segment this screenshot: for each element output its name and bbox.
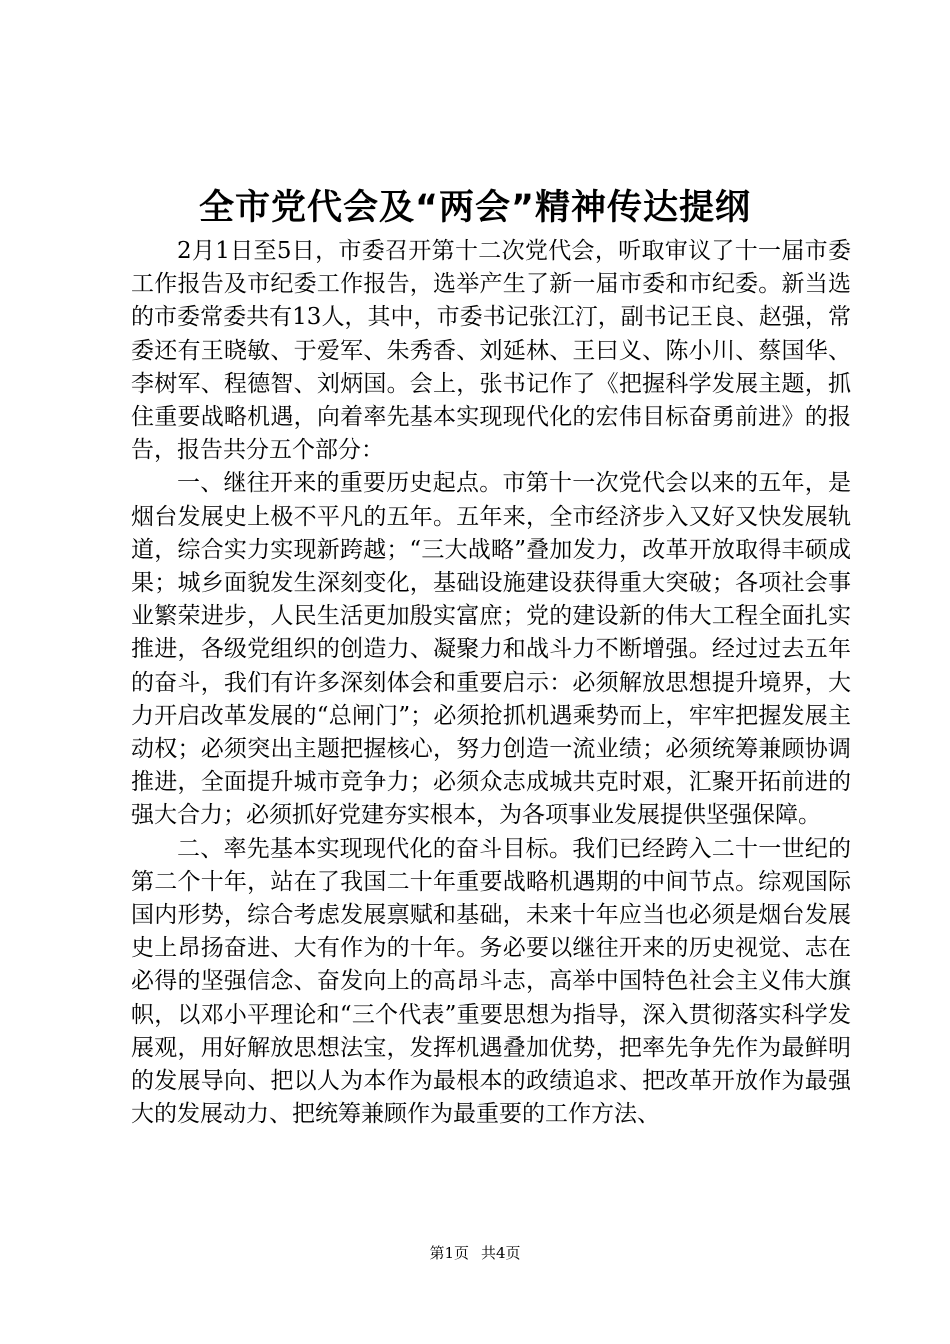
paragraph-section-1: 一、继往开来的重要历史起点。市第十一次党代会以来的五年，是烟台发展史上极不平凡的五年。五年来，全市经济步入又好又快发展轨道，综合实力实现新跨越；“三大战略”叠加发力，改革开放取得丰硕成果；城乡面貌发生深刻变化，基础设施建设获得重大突破；各项社会事业繁荣进步，人民生活更加殷实富庶；党的建设新的伟大工程全面扎实推进，各级党组织的创造力、凝聚力和战斗力不断增强。经过过去五年的奋斗，我们有许多深刻体会和重要启示：必须解放思想提升境界，大力开启改革发展的“总闸门”；必须抢抓机遇乘势而上，牢牢把握发展主动权；必须突出主题把握核心，努力创造一流业绩；必须统筹兼顾协调推进，全面提升城市竞争力；必须众志成城共克时艰，汇聚开拓前进的强大合力；必须抓好党建夯实根本，为各项事业发展提供坚强保障。 bbox=[131, 470, 851, 829]
page-footer bbox=[0, 1243, 950, 1263]
paragraph-section-2: 二、率先基本实现现代化的奋斗目标。我们已经跨入二十一世纪的第二个十年，站在了我国二十年重要战略机遇期的中间节点。综观国际国内形势，综合考虑发展禀赋和基础，未来十年应当也必须是烟台发展史上昂扬奋进、大有作为的十年。务必要以继往开来的历史视觉、志在必得的坚强信念、奋发向上的高昂斗志，高举中国特色社会主义伟大旗帜，以邓小平理论和“三个代表”重要思想为指导，深入贯彻落实科学发展观，用好解放思想法宝，发挥机遇叠加优势，把率先争先作为最鲜明的发展导向、把以人为本作为最根本的政绩追求、把改革开放作为最强大的发展动力、把统筹兼顾作为最重要的工作方法、 bbox=[131, 835, 851, 1128]
page-total: 共4页 bbox=[481, 1244, 521, 1262]
document-body bbox=[131, 235, 851, 1131]
page-number: 第1页 bbox=[429, 1244, 469, 1262]
paragraph-intro: 2月1日至5日，市委召开第十二次党代会，听取审议了十一届市委工作报告及市纪委工作报告，选举产生了新一届市委和市纪委。新当选的市委常委共有13人，其中，市委书记张江汀，副书记王良、赵强，常委还有王晓敏、于爱军、朱秀香、刘延林、王曰义、陈小川、蔡国华、李树军、程德智、刘炳国。会上，张书记作了《把握科学发展主题，抓住重要战略机遇，向着率先基本实现现代化的宏伟目标奋勇前进》的报告，报告共分五个部分： bbox=[131, 238, 851, 464]
document-title: 全市党代会及“两会”精神传达提纲 bbox=[198, 188, 751, 228]
